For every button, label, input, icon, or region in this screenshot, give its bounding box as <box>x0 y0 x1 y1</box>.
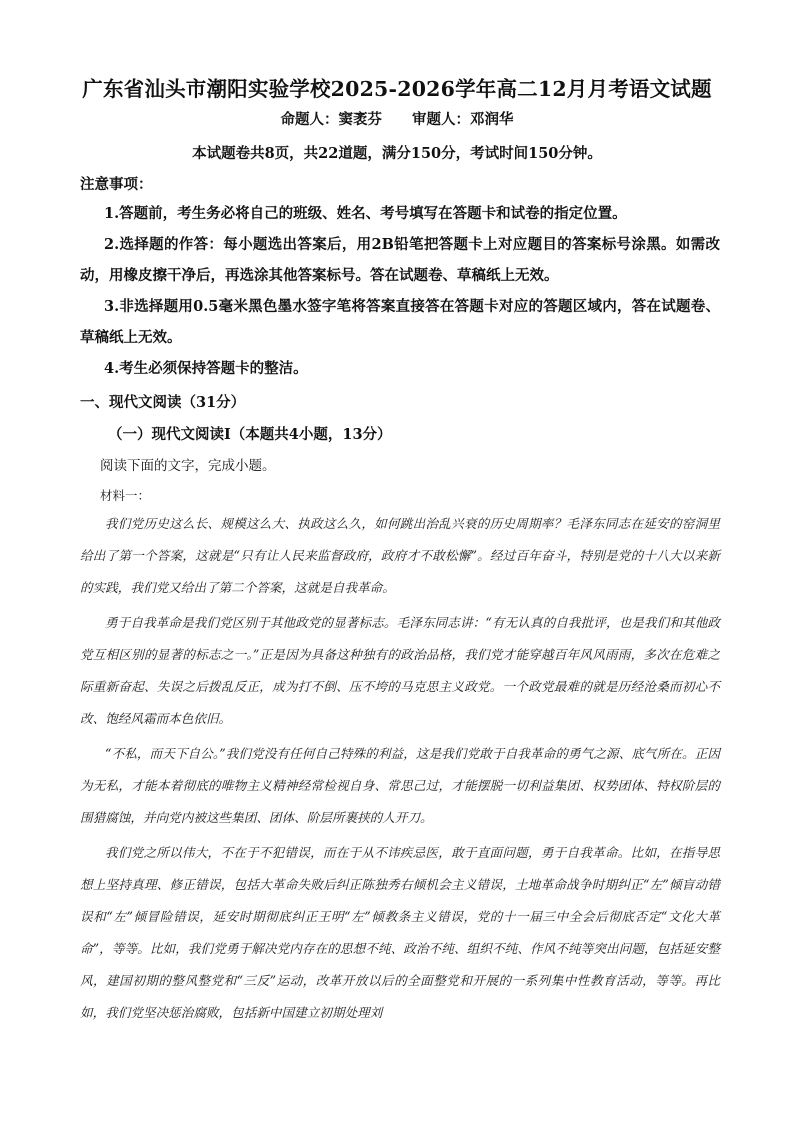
material-label: 材料一： <box>100 488 151 503</box>
notice-item: 1.答题前，考生务必将自己的班级、姓名、考号填写在答题卡和试卷的指定位置。 <box>104 205 627 222</box>
section-heading: 一、现代文阅读（31分） <box>80 394 246 411</box>
notice-heading: 注意事项： <box>80 176 153 193</box>
passage-paragraph: 我们党之所以伟大，不在于不犯错误，而在于从不讳疾忌医，敢于直面问题，勇于自我革命。比如，在指导思想上坚持真理、修正错误，包括大革命失败后纠正陈独秀右倾机会主义错误，土地革命战争时期纠正“左”倾盲动错误和“左”倾冒险错误，延安时期彻底纠正王明“左”倾教条主义错误，党的十一届三中全会后彻底否定“文化大革命”，等等。比如，我们党勇于解决党内存在的思想不纯、政治不纯、组织不纯、作风不纯等突出问题，包括延安整风，建国初期的整风整党和“三反”运动，改革开放以后的全面整党和开展的一系列集中性教育活动，等等。再比如，我们党坚决惩治腐败，包括新中国建立初期处理刘 <box>80 845 720 1020</box>
subsection-heading: （一）现代文阅读Ⅰ（本题共4小题，13分） <box>108 426 392 443</box>
notice-item: 3.非选择题用0.5毫米黑色墨水签字笔将答案直接答在答题卡对应的答题区域内，答在试题卷、草稿纸上无效。 <box>80 298 720 346</box>
exam-info: 本试题卷共8页，共22道题，满分150分，考试时间150分钟。 <box>192 145 602 162</box>
passage-paragraph: “不私，而天下自公。”我们党没有任何自己特殊的利益，这是我们党敢于自我革命的勇气之源、底气所在。正因为无私，才能本着彻底的唯物主义精神经常检视自身、常思己过，才能摆脱一切利益集团、权势团体、特权阶层的围猎腐蚀，并向党内被这些集团、团体、阶层所裹挟的人开刀。 <box>80 746 720 825</box>
notice-item: 2.选择题的作答：每小题选出答案后，用2B铅笔把答题卡上对应题目的答案标号涂黑。如需改动，用橡皮擦干净后，再选涂其他答案标号。答在试题卷、草稿纸上无效。 <box>80 236 720 284</box>
author-line <box>0 108 794 129</box>
exam-title: 广东省汕头市潮阳实验学校2025-2026学年高二12月月考语文试题 <box>82 77 712 101</box>
notice-list <box>80 198 720 384</box>
reading-instruction: 阅读下面的文字，完成小题。 <box>100 458 276 474</box>
author-label: 命题人：窦袤芬 <box>280 111 382 128</box>
passage-paragraph: 我们党历史这么长、规模这么大、执政这么久，如何跳出治乱兴衰的历史周期率？毛泽东同志在延安的窑洞里给出了第一个答案，这就是“只有让人民来监督政府，政府才不敢松懈”。经过百年奋斗，特别是党的十八大以来新的实践，我们党又给出了第二个答案，这就是自我革命。 <box>80 516 720 595</box>
reading-passage <box>80 508 720 1032</box>
notice-item: 4.考生必须保持答题卡的整洁。 <box>104 360 308 377</box>
passage-paragraph: 勇于自我革命是我们党区别于其他政党的显著标志。毛泽东同志讲：“有无认真的自我批评，也是我们和其他政党互相区别的显著的标志之一。”正是因为具备这种独有的政治品格，我们党才能穿越百年风风雨雨，多次在危难之际重新奋起、失误之后拨乱反正，成为打不倒、压不垮的马克思主义政党。一个政党最难的就是历经沧桑而初心不改、饱经风霜而本色依旧。 <box>80 615 720 726</box>
reviewer-label: 审题人：邓润华 <box>412 111 514 128</box>
